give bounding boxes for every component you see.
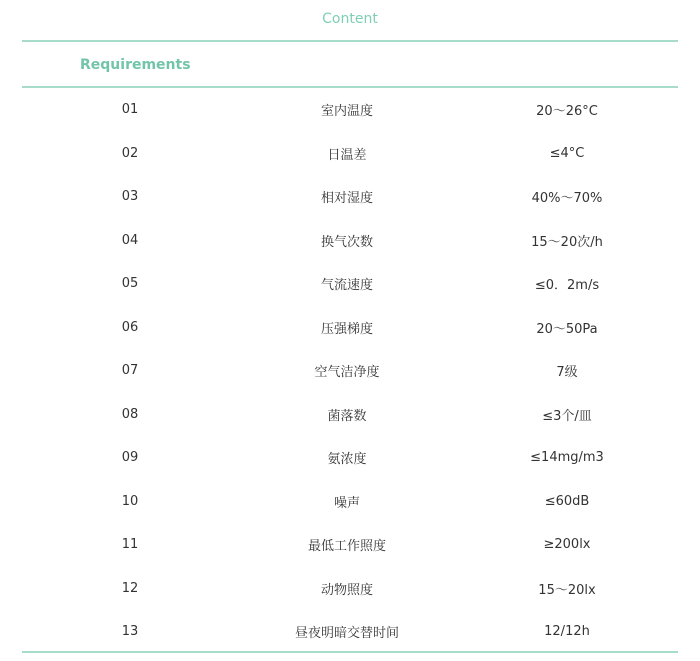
row-number: 10 [121, 493, 139, 509]
row-number: 12 [121, 580, 139, 596]
table-row [22, 610, 678, 654]
row-item: 菌落数 [327, 408, 367, 424]
table-row [22, 219, 678, 263]
table-row [22, 480, 678, 524]
row-number: 09 [121, 450, 139, 466]
row-number: 04 [121, 232, 139, 248]
table-row [22, 88, 678, 132]
row-number: 03 [121, 189, 139, 205]
row-item: 气流速度 [320, 278, 373, 294]
table-body [22, 88, 678, 654]
row-value: 15～20次/h [531, 234, 603, 250]
table-row [22, 132, 678, 176]
row-value: 7级 [556, 365, 578, 381]
row-item: 动物照度 [320, 582, 373, 598]
table-row [22, 349, 678, 393]
row-number: 08 [121, 406, 139, 422]
row-number: 05 [121, 276, 139, 292]
row-value: ≤60dB [544, 493, 590, 509]
row-number: 07 [121, 363, 139, 379]
row-value: ≤14mg/m3 [530, 450, 604, 466]
requirements-table [22, 0, 678, 654]
table-row [22, 567, 678, 611]
row-value: 40%～70% [531, 191, 603, 207]
table-row [22, 306, 678, 350]
row-value: 12/12h [544, 624, 590, 640]
table-row [22, 262, 678, 306]
table-row [22, 175, 678, 219]
table-row [22, 436, 678, 480]
row-value: 20～50Pa [536, 321, 598, 337]
row-item: 换气次数 [320, 234, 373, 250]
row-item: 昼夜明暗交替时间 [294, 626, 399, 642]
row-value: 15～20lx [538, 582, 596, 598]
row-number: 01 [121, 102, 139, 118]
row-value: 20～26°C [536, 104, 598, 120]
row-item: 氨浓度 [327, 452, 367, 468]
table-row [22, 523, 678, 567]
row-item: 室内温度 [320, 104, 373, 120]
row-item: 噪声 [333, 495, 360, 511]
row-value: ≤0．2m/s [534, 278, 600, 294]
row-value: ≤3个/皿 [542, 408, 592, 424]
row-value: ≤4°C [549, 145, 585, 161]
table-row [22, 393, 678, 437]
row-number: 06 [121, 319, 139, 335]
row-value: ≥200lx [543, 537, 591, 553]
row-item: 空气洁净度 [314, 365, 380, 381]
row-number: 13 [121, 624, 139, 640]
table-bottom-rule [22, 651, 678, 653]
row-number: 11 [121, 537, 139, 553]
row-item: 日温差 [327, 147, 367, 163]
row-item: 最低工作照度 [307, 539, 386, 555]
row-number: 02 [121, 145, 139, 161]
row-item: 压强梯度 [320, 321, 373, 337]
row-item: 相对湿度 [320, 191, 373, 207]
table-header-requirements: Requirements [22, 42, 678, 88]
table-caption: Content [22, 0, 678, 42]
